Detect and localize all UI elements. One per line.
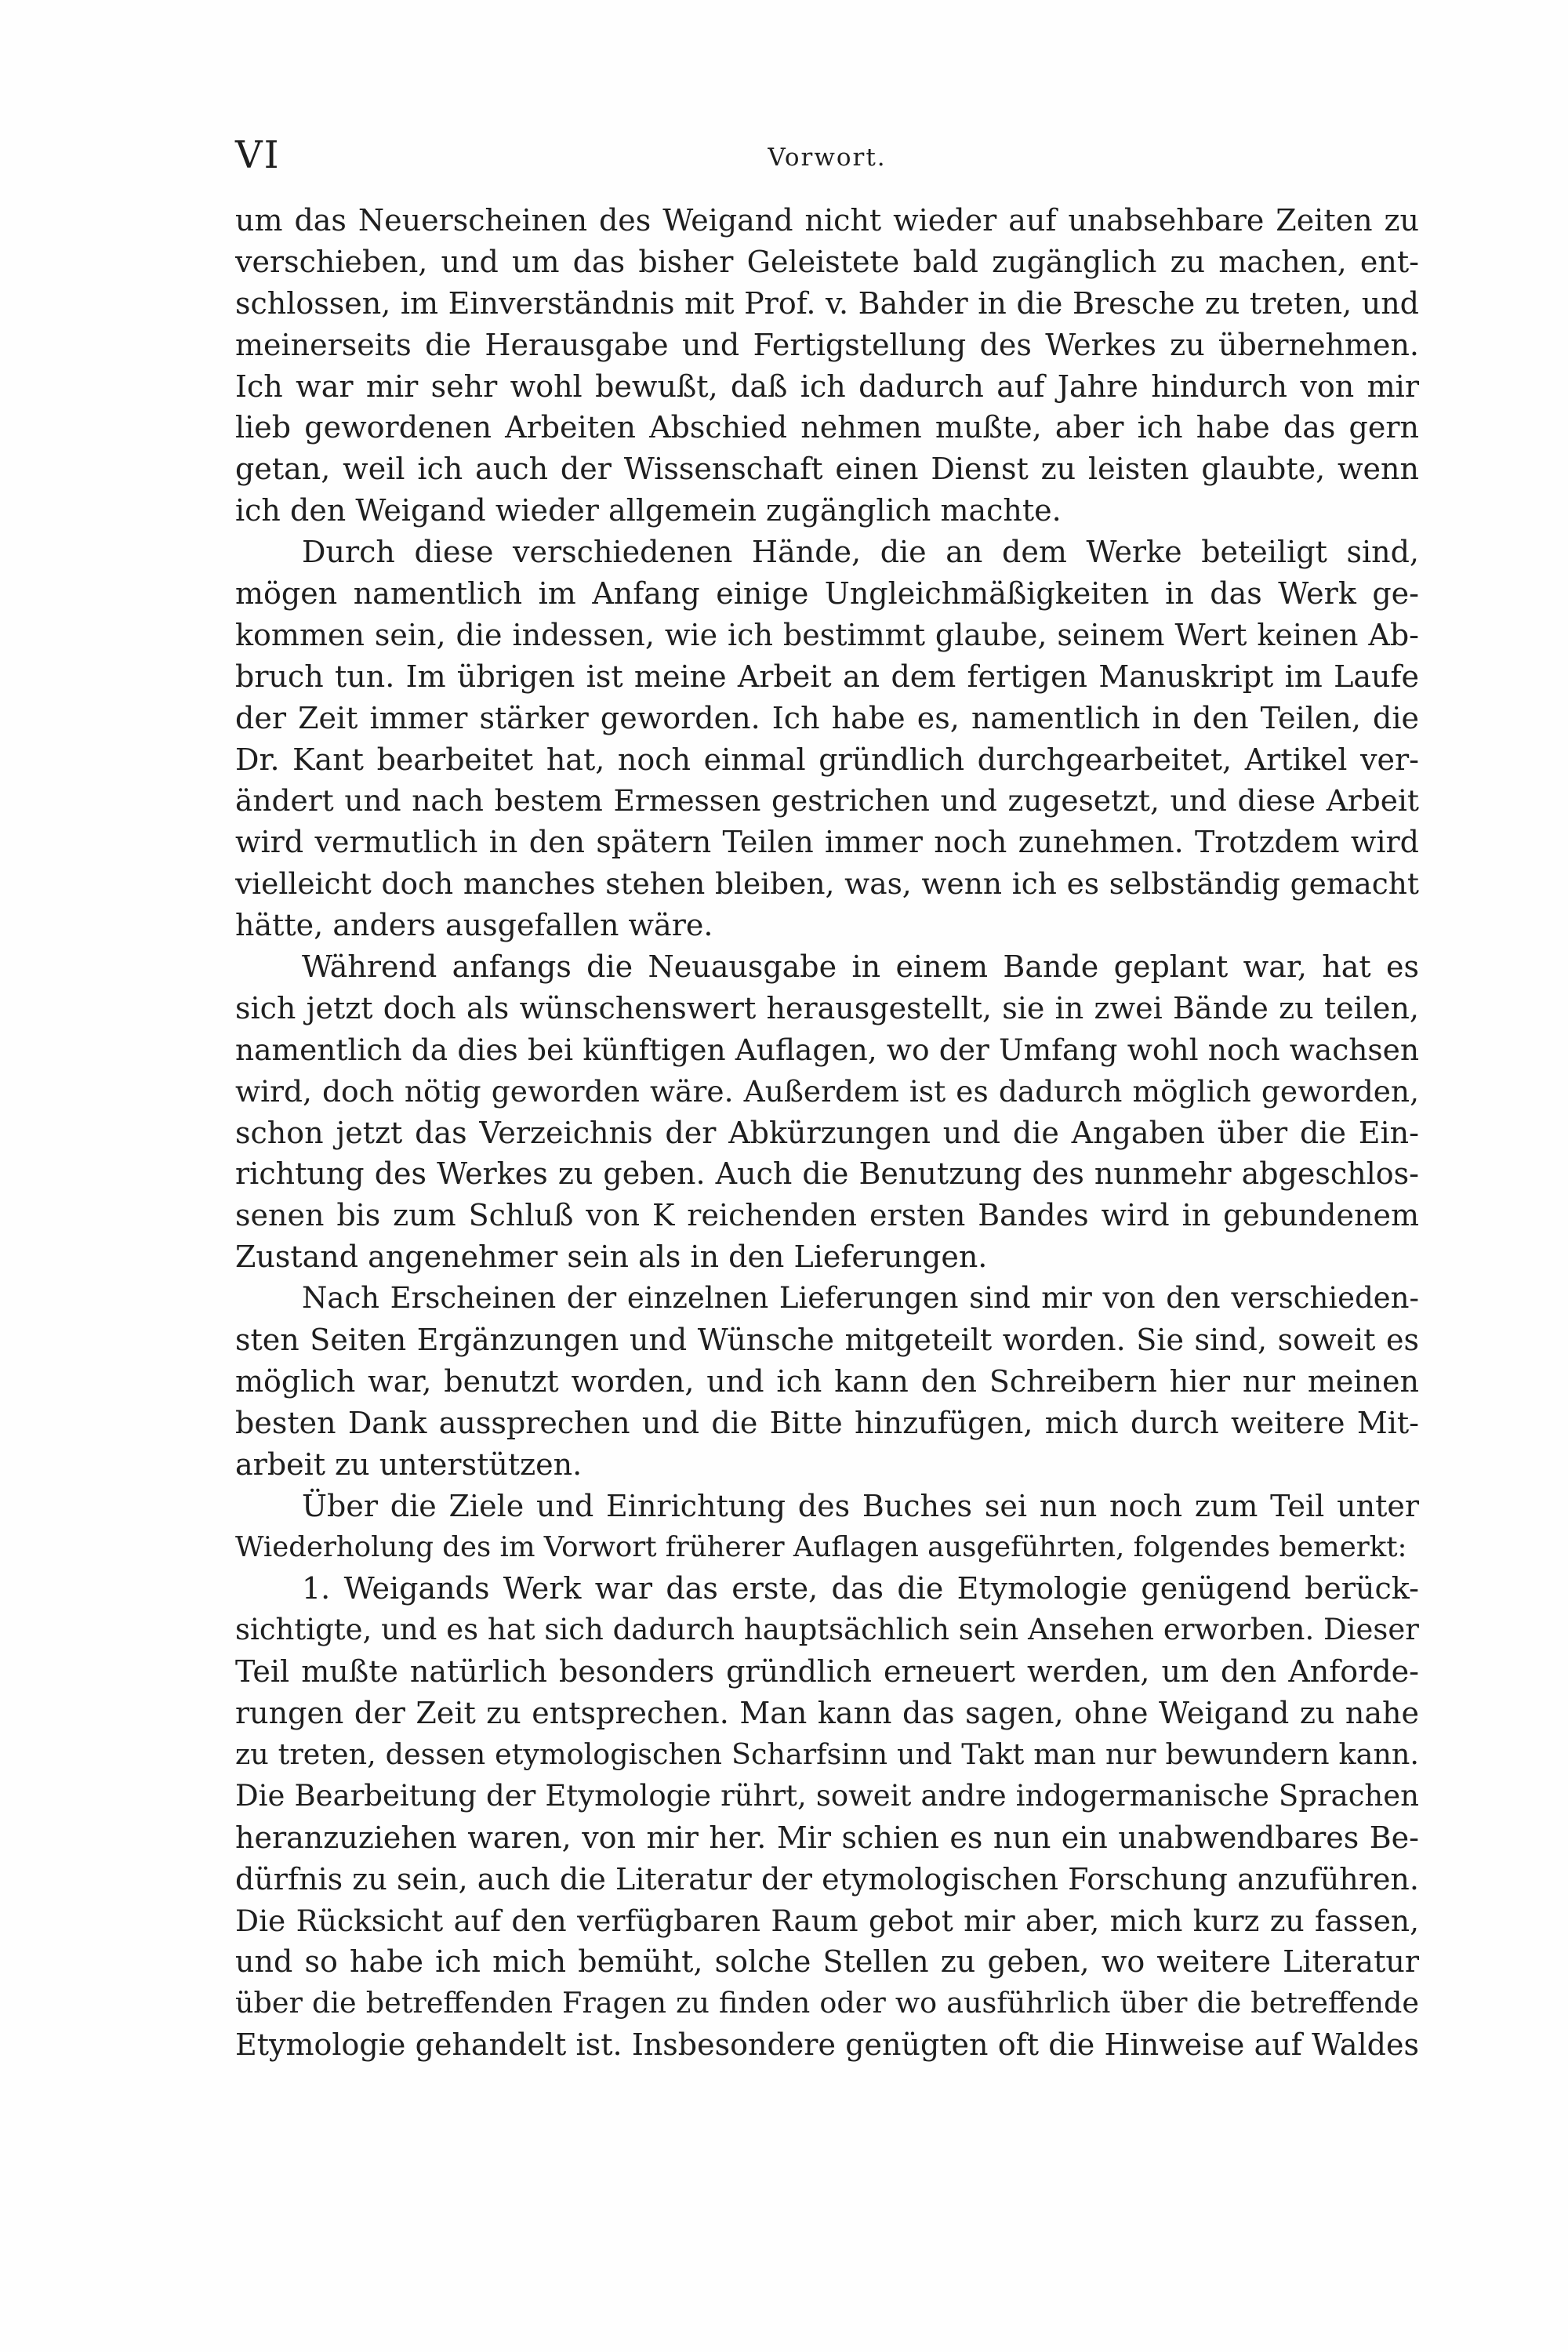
- text-line: meinerseits die Herausgabe und Fertigstellung des Werkes zu übernehmen.: [235, 327, 1419, 362]
- text-line: hätte, anders ausgefallen wäre.: [235, 908, 713, 943]
- text-line: getan, weil ich auch der Wissenschaft einen Dienst zu leisten glaubte, wenn: [235, 452, 1419, 487]
- text-line: über die betreffenden Fragen zu finden oder wo ausführlich über die betreffende: [235, 1986, 1419, 2020]
- text-line: Teil mußte natürlich besonders gründlich erneuert werden, um den Anforde-: [235, 1654, 1419, 1690]
- text-line: möglich war, benutzt worden, und ich kann den Schreibern hier nur meinen: [235, 1363, 1419, 1399]
- text-line: Nach Erscheinen der einzelnen Lieferungen sind mir von den verschieden-: [302, 1281, 1419, 1316]
- text-line: lieb gewordenen Arbeiten Abschied nehmen mußte, aber ich habe das gern: [235, 410, 1419, 445]
- text-line: senen bis zum Schluß von K reichenden ersten Bandes wird in gebundenem: [235, 1198, 1419, 1233]
- text-line: und so habe ich mich bemüht, solche Stellen zu geben, wo weitere Literatur: [235, 1944, 1419, 1980]
- running-title: Vorwort.: [768, 143, 887, 172]
- text-line: rungen der Zeit zu entsprechen. Man kann das sagen, ohne Weigand zu nahe: [235, 1696, 1419, 1731]
- body-text: [235, 200, 1419, 2066]
- text-line: arbeit zu unterstützen.: [235, 1446, 583, 1482]
- text-line: sichtigte, und es hat sich dadurch hauptsächlich sein Ansehen erworben. Dieser: [235, 1613, 1419, 1647]
- text-line: ich den Weigand wieder allgemein zugänglich machte.: [235, 493, 1062, 528]
- text-line: 1. Weigands Werk war das erste, das die Etymologie genügend berück-: [302, 1571, 1419, 1606]
- text-line: kommen sein, die indessen, wie ich bestimmt glaube, seinem Wert keinen Ab-: [235, 617, 1419, 652]
- text-line: Während anfangs die Neuausgabe in einem Bande geplant war, hat es: [302, 949, 1419, 985]
- text-line: wird vermutlich in den spätern Teilen immer noch zunehmen. Trotzdem wird: [235, 825, 1419, 860]
- text-line: vielleicht doch manches stehen bleiben, was, wenn ich es selbständig gemacht: [235, 866, 1419, 902]
- text-line: Zustand angenehmer sein als in den Lieferungen.: [235, 1240, 988, 1275]
- text-line: bruch tun. Im übrigen ist meine Arbeit an dem fertigen Manuskript im Laufe: [235, 659, 1419, 694]
- text-line: um das Neuerscheinen des Weigand nicht wieder auf unabsehbare Zeiten zu: [235, 203, 1419, 238]
- text-line: Über die Ziele und Einrichtung des Buches sei nun noch zum Teil unter: [302, 1488, 1419, 1523]
- text-line: verschieben, und um das bisher Geleistete bald zugänglich zu machen, ent-: [235, 244, 1419, 279]
- text-line: wird, doch nötig geworden wäre. Außerdem ist es dadurch möglich geworden,: [235, 1073, 1419, 1109]
- text-line: Die Rücksicht auf den verfügbaren Raum gebot mir aber, mich kurz zu fassen,: [235, 1903, 1419, 1938]
- text-line: der Zeit immer stärker geworden. Ich habe es, namentlich in den Teilen, die: [235, 700, 1419, 735]
- page-number: VI: [235, 133, 281, 177]
- text-line: sich jetzt doch als wünschenswert herausgestellt, sie in zwei Bände zu teilen,: [235, 990, 1419, 1025]
- text-line: Etymologie gehandelt ist. Insbesondere genügten oft die Hinweise auf Waldes: [235, 2027, 1419, 2063]
- text-line: Wiederholung des im Vorwort früherer Auflagen ausgeführten, folgendes bemerkt:: [235, 1530, 1407, 1563]
- text-line: schlossen, im Einverständnis mit Prof. v. Bahder in die Bresche zu treten, und: [235, 285, 1419, 321]
- page-header: [235, 132, 1419, 179]
- text-line: zu treten, dessen etymologischen Scharfsinn und Takt man nur bewundern kann.: [235, 1737, 1419, 1771]
- text-line: schon jetzt das Verzeichnis der Abkürzungen und die Angaben über die Ein-: [235, 1115, 1419, 1150]
- text-line: Die Bearbeitung der Etymologie rührt, soweit andre indogermanische Sprachen: [235, 1778, 1419, 1813]
- text-line: Dr. Kant bearbeitet hat, noch einmal gründlich durchgearbeitet, Artikel ver-: [235, 742, 1419, 777]
- text-line: ändert und nach bestem Ermessen gestrichen und zugesetzt, und diese Arbeit: [235, 783, 1419, 818]
- text-line: namentlich da dies bei künftigen Auflagen, wo der Umfang wohl noch wachsen: [235, 1032, 1419, 1067]
- text-line: sten Seiten Ergänzungen und Wünsche mitgeteilt worden. Sie sind, soweit es: [235, 1323, 1419, 1358]
- text-line: Ich war mir sehr wohl bewußt, daß ich dadurch auf Jahre hindurch von mir: [235, 368, 1419, 404]
- text-line: besten Dank aussprechen und die Bitte hinzufügen, mich durch weitere Mit-: [235, 1405, 1419, 1440]
- text-line: dürfnis zu sein, auch die Literatur der etymologischen Forschung anzuführen.: [235, 1861, 1419, 1896]
- text-line: heranzuziehen waren, von mir her. Mir schien es nun ein unabwendbares Be-: [235, 1820, 1419, 1855]
- text-line: mögen namentlich im Anfang einige Ungleichmäßigkeiten in das Werk ge-: [235, 576, 1419, 612]
- text-line: Durch diese verschiedenen Hände, die an dem Werke beteiligt sind,: [302, 535, 1419, 570]
- text-line: richtung des Werkes zu geben. Auch die Benutzung des nunmehr abgeschlos-: [235, 1156, 1419, 1192]
